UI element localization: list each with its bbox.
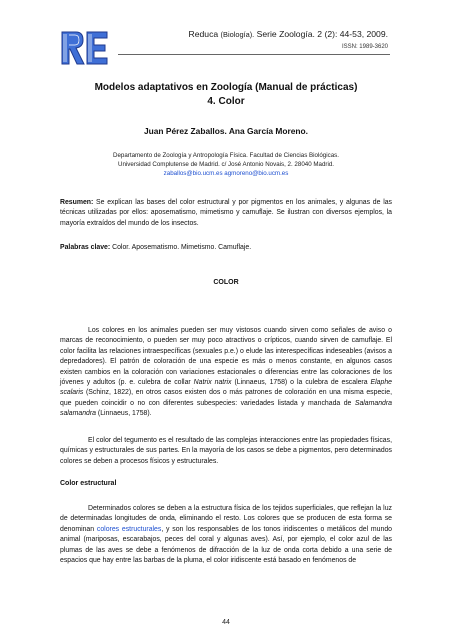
species-name: Salamandra salamandra [60,399,392,418]
journal-series: Serie Zoología. 2 (2): 44-53, 2009. [256,29,388,39]
article-authors: Juan Pérez Zaballos. Ana García Moreno. [144,126,308,136]
section-heading: COLOR [213,279,239,286]
keywords-paragraph [60,243,392,253]
journal-name: Reduca [188,29,219,39]
journal-citation [189,29,388,39]
title-line-2: 4. Color [207,96,245,107]
affiliation-line-2: Universidad Complutense de Madrid. c/ José Antonio Novais, 2. 28040 Madrid. [118,161,334,168]
keywords-label: Palabras clave: [60,244,111,251]
body-paragraph-1: Los colores en los animales pueden ser muy vistosos cuando sirven como señales de aviso o marcas de reconocimiento, o pueden ser muy poco atractivos o crípticos, cuando sirven de camuflaje. El color facilita las relaciones intraespecíficas (sexuales p.e.) o elude las interespecíficas indeseables (avisos a depredadores). El patrón de coloración de una especie es más o menos constante, en algunos casos existen cambios en la coloración con variaciones estacionales o diferencias entre las coloraciones de los jóvenes y adultos (p. e. culebra de collar Natrix natrix (Linnaeus, 1758) o la culebra de escalera Elaphe scalaris (Schinz, 1822), en otros casos existen dos o más patrones de coloración en una misma especie, que pueden coincidir o no con diferentes subespecies: variedades listada y manchada de Salamandra salamandra (Linnaeus, 1758). [60,327,392,418]
structural-colors-link[interactable]: colores estructurales [96,525,162,533]
body-paragraph-2: El color del tegumento es el resultado de las complejas interacciones entre las propiedades físicas, químicas y estructurales de sus partes. En la mayoría de los casos se debe a pigmentos, pero determinados colores se deben a procesos físicos y estructurales. [60,437,392,465]
abstract-text: Se explican las bases del color estructural y por pigmentos en los animales, y algunas de las técnicas utilizadas por ellos: aposematismo, mimetismo y camuflaje. Se ilustran con diversos ejemplos, la mayoría extraídos del mundo de los insectos. [60,199,392,227]
affiliation-line-1: Departamento de Zoología y Antropología Física. Facultad de Ciencias Biológicas. [113,152,339,159]
logo-letter-r [62,32,84,64]
species-name: Elaphe scalaris [60,379,392,397]
header-divider [118,54,390,55]
abstract-paragraph [60,198,392,229]
journal-subtitle: (Biología). [220,30,255,39]
journal-logo [60,30,110,66]
journal-issn: ISSN: 1989-3620 [341,44,388,50]
abstract-label: Resumen: [60,199,94,206]
title-line-1: Modelos adaptativos en Zoología (Manual de prácticas) [94,82,358,93]
logo-letter-e [87,32,107,64]
article-title [60,81,392,109]
author-emails[interactable]: zaballos@bio.ucm.es agmoreno@bio.ucm.es [163,170,289,177]
species-name: Natrix natrix [193,379,232,387]
author-affiliation [60,151,392,178]
page-number: 44 [222,619,230,626]
keywords-text: Color. Aposematismo. Mimetismo. Camuflaje. [110,244,252,251]
body-paragraph-3: Determinados colores se deben a la estructura física de los tejidos superficiales, que reflejan la luz de determinadas longitudes de onda, eliminando el resto. Los colores que se producen de esta forma se denominan colores estructurales, y son los responsables de los tonos iridiscentes o metálicos del mundo animal (mariposas, escarabajos, peces del coral y algunas aves). Así, por ejemplo, el color azul de las plumas de las aves se debe a fenómenos de difracción de la luz de onda corta debido a una serie de espacios que hay entre las barbas de la pluma, el color iridiscente está basado en fenómenos de [60,505,392,565]
subsection-heading: Color estructural [60,480,117,487]
